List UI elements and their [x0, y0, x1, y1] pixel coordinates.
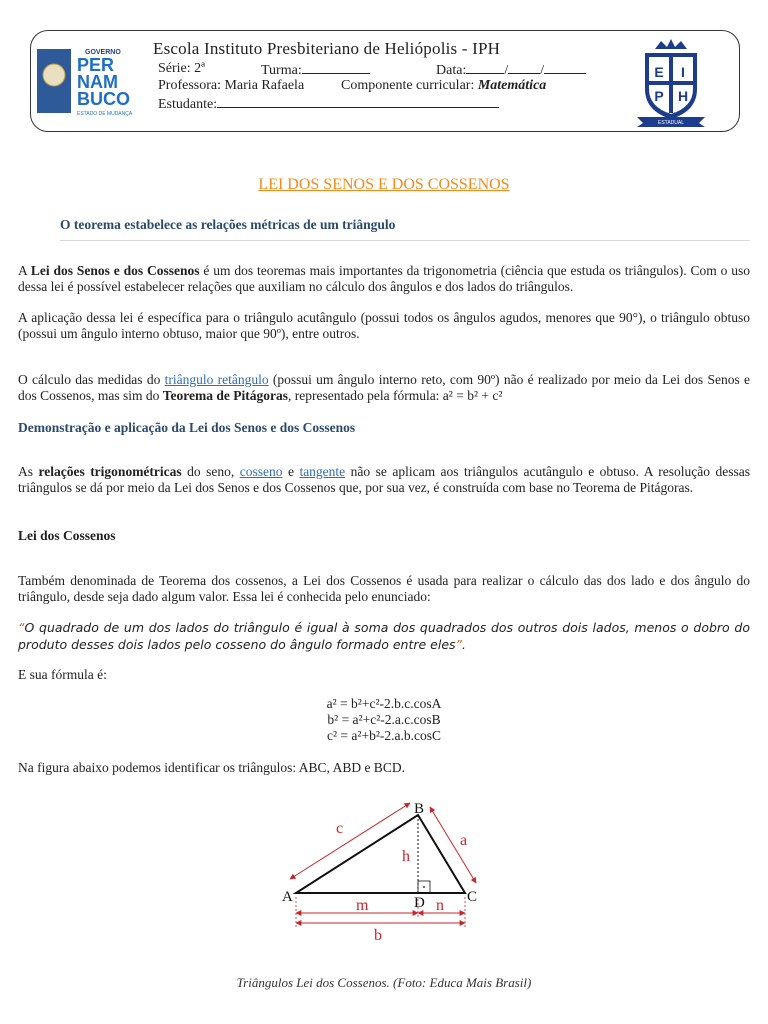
paragraph-application: A aplicação dessa lei é específica para o triângulo acutângulo (possui todos os ângulos agudos, menores que 90°), o triângulo obtuso (possui um ângulo interno obtuso, maior que 90º), entre outros. [18, 310, 750, 341]
student-field: Estudante: [158, 95, 499, 113]
formula-a: a² = b²+c²-2.b.c.cosA [326, 696, 442, 711]
svg-text:ESTADO DE MUDANÇA: ESTADO DE MUDANÇA [77, 111, 133, 117]
section-heading-cosine-law: Lei dos Cossenos [18, 528, 116, 543]
svg-text:BUCO: BUCO [77, 89, 130, 109]
link-cosseno[interactable]: cosseno [239, 464, 283, 479]
divider [60, 240, 750, 241]
paragraph-formula-intro: E sua fórmula é: [18, 667, 107, 682]
svg-text:P: P [654, 88, 664, 104]
label-D: D [414, 895, 425, 911]
label-a: a [460, 832, 468, 849]
label-B: B [414, 801, 425, 817]
serie-field: Série: 2ª [158, 61, 206, 76]
dimension-c [290, 803, 410, 879]
paragraph-intro: A Lei dos Senos e dos Cossenos é um dos teoremas mais importantes da trigonometria (ciência que estuda os triângulos). Com o uso dessa lei é possível estabelecer relações que auxiliam no cálculo dos ângulos e dos lados do triângulos. [18, 263, 750, 294]
document-subtitle: O teorema estabelece as relações métricas de um triângulo [60, 217, 396, 232]
svg-text:I: I [681, 64, 685, 80]
svg-text:E: E [654, 64, 664, 80]
subject-field: Componente curricular: Matemática [341, 78, 547, 93]
triangle-abc [296, 815, 468, 893]
formula-c: c² = a²+b²-2.a.b.cosC [327, 728, 441, 743]
label-b: b [374, 927, 382, 944]
link-tangente[interactable]: tangente [299, 464, 346, 479]
paragraph-right-triangle: O cálculo das medidas do triângulo retângulo (possui um ângulo interno reto, com 90º) não é realizado por meio da Lei dos Senos e dos Cossenos, mas sim do Teorema de Pitágoras, representado pela fórmula: a² = b² + c² [18, 372, 750, 403]
svg-text:ESTADUAL: ESTADUAL [657, 120, 685, 126]
pernambuco-logo [37, 45, 145, 117]
formula-block [0, 696, 768, 744]
link-triangulo-retangulo[interactable]: triângulo retângulo [164, 372, 269, 387]
triangle-figure [270, 795, 510, 955]
formula-b: b² = a²+c²-2.a.c.cosB [327, 712, 441, 727]
svg-text:PER: PER [77, 55, 115, 75]
paragraph-cosine-law: Também denominada de Teorema dos cossenos, a Lei dos Cossenos é usada para realizar o cálculo das dos lado e dos ângulo do triângulo, desde seja dado algum valor. Essa lei é conhecida pelo enunciado: [18, 573, 750, 604]
label-A: A [282, 889, 293, 905]
figure-caption: Triângulos Lei dos Cossenos. (Foto: Educa Mais Brasil) [236, 975, 532, 990]
turma-field: Turma: [261, 61, 370, 79]
document-title: LEI DOS SENOS E DOS COSSENOS [258, 176, 510, 193]
svg-text:H: H [677, 88, 689, 104]
label-m: m [356, 897, 369, 914]
date-field: Data: / / [436, 61, 586, 79]
paragraph-figure-intro: Na figura abaixo podemos identificar os triângulos: ABC, ABD e BCD. [18, 760, 405, 775]
label-C: C [467, 889, 478, 905]
school-header [30, 30, 740, 132]
svg-text:NAM: NAM [77, 72, 118, 92]
school-name: Escola Instituto Presbiteriano de Heliópolis - IPH [153, 39, 501, 58]
svg-text:GOVERNO: GOVERNO [85, 49, 121, 56]
paragraph-relations: As relações trigonométricas do seno, cosseno e tangente não se aplicam aos triângulos acutângulo e obtuso. A resolução dessas triângulos se dá por meio da Lei dos Senos e dos Cossenos que, por sua vez, é construída com base no Teorema de Pitágoras. [18, 464, 750, 495]
cosine-law-statement: “O quadrado de um dos lados do triângulo é igual à soma dos quadrados dos outros dois lados, menos o dobro do produto desses dois lados pelo cosseno do ângulo formado entre eles”. [18, 620, 750, 652]
iph-crest-logo [633, 37, 709, 127]
label-h: h [402, 848, 410, 865]
teacher-field: Professora: Maria Rafaela [158, 78, 305, 93]
section-heading-demo: Demonstração e aplicação da Lei dos Senos e dos Cossenos [18, 420, 356, 435]
label-c: c [336, 820, 344, 837]
label-n: n [436, 897, 444, 914]
